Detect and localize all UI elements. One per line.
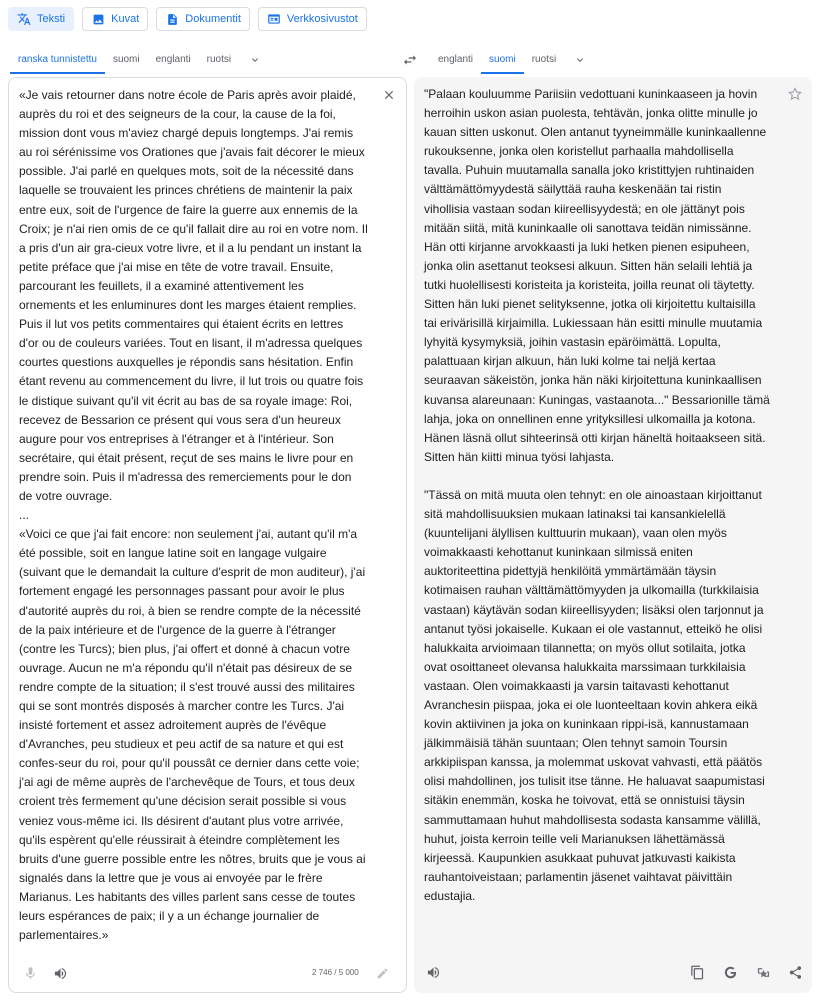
source-text-input[interactable]: «Je vais retourner dans notre école de Paris après avoir plaidé, auprès du roi et des seigneurs de la cour, la cause de la foi, mission dont vous m'aviez chargé depuis longtemps. J'ai remis au roi sérénissime vos Orationes que j'avais fait décorer le mieux possible. J'ai parlé en quelques mots, soit de la nécessité dans laquelle se trouvaient les princes chrétiens de maintenir la paix entre eux, soit de l'urgence de faire la guerre aux ennemis de la Croix; je n'ai rien omis de ce qu'il fallait dire au roi en votre nom. Il a pris d'un air gra-cieux votre livre, et il a lu pendant un instant la petite préface que j'ai mise en tête de votre travail. Ensuite, parcourant les feuillets, il a examiné attentivement les ornements et les enluminures dont les marges étaient remplies. Puis il lut vos petits commentaires qui étaient écrits en lettres d'or ou de couleurs variées. Tout en lisant, il m'adressa quelques courtes questions auxquelles je répondis sans hésitation. Enfin étant revenu au commencement du livre, il lut trois ou quatre fois le distique suivant qu'il vit écrit au bas de sa royale image: Roi, recevez de Bessarion ce présent qui vous sera d'un heureux augure pour vos entreprises à l'étranger et à l'intérieur. Son secrétaire, qui était présent, reçut de ses mains le livre pour en prendre soin. Puis il m'adressa des remerciements pour le don de votre ouvrage. ... «Voici ce que j'ai fait encore: non seulement j'ai, autant qu'il m'a été possible, soit en langue latine soit en langage vulgaire (suivant que le demandait la culture d'esprit de mon auditeur), j'ai fortement engagé les personnages passant pour avoir le plus d'autorité auprès du roi, à bien se rendre compte de la nécessité de la paix intérieure et de l'urgence de la guerre à l'étranger (contre les Turcs); bien plus, j'ai offert et donné à chacun votre ouvrage. Aucun ne m'a répondu qu'il n'était pas désireux de se rendre compte de la situation; il s'est trouvé aussi des militaires qui se sont montrés disposés à marcher contre les Turcs. J'ai insisté fortement et assez adroitement auprès de l'évêque d'Avranches, peu studieux et peu actif de sa nature et qui est confes-seur du roi, pour qu'il poussât ce dernier dans cette voie; j'ai agi de même auprès de l'archevêque de Tours, et tous deux croient très fermement qu'une décision serait possible si vous veniez vous-même ici. Ils désirent d'autant plus votre arrivée, qu'ils espèrent qu'elle réussirait à éteindre complètement les bruits d'une guerre possible entre les nôtres, bruits que je vous ai signalés dans la lettre que je vous ai envoyée par le frère Marianus. Les habitants des villes parlent sans cesse de toutes leurs espérances de paix; il y a un échange journalier de parlementaires.»	[19, 88, 368, 943]
close-icon	[382, 88, 396, 102]
rate-translation-button[interactable]	[754, 963, 772, 981]
google-search-button[interactable]	[721, 963, 739, 981]
source-language-bar	[10, 46, 269, 74]
source-lang-swedish-tab[interactable]: ruotsi	[206, 54, 232, 65]
mode-documents-button[interactable]	[156, 7, 250, 31]
chevron-down-icon	[574, 54, 586, 66]
mode-toolbar	[8, 7, 367, 31]
copy-icon	[690, 965, 705, 980]
document-icon	[165, 12, 179, 26]
feedback-icon	[756, 965, 771, 980]
target-language-bar	[430, 46, 594, 74]
star-icon	[787, 86, 803, 102]
target-lang-more-button[interactable]	[564, 54, 594, 74]
mode-text-button[interactable]	[8, 7, 74, 31]
edit-button[interactable]	[373, 964, 391, 982]
website-icon	[267, 12, 281, 26]
mode-images-label: Kuvat	[111, 13, 140, 25]
translate-icon	[17, 12, 31, 26]
source-lang-more-button[interactable]	[239, 54, 269, 74]
copy-translation-button[interactable]	[688, 963, 706, 981]
listen-source-button[interactable]	[51, 964, 69, 982]
google-g-icon	[723, 965, 738, 980]
source-lang-finnish-tab[interactable]: suomi	[112, 54, 140, 65]
mode-websites-button[interactable]	[258, 7, 367, 31]
pencil-icon	[376, 967, 389, 980]
translation-panel	[414, 77, 812, 993]
source-lang-english-tab[interactable]: englanti	[155, 54, 191, 65]
translation-output: "Palaan kouluumme Pariisiin vedottuani kuninkaaseen ja hovin herroihin uskon asian puolesta, tehtävän, jonka olitte minulle jo kauan sitten uskonut. Olen antanut tyyneimmälle kuninkaallenne rukouksenne, jonka olen koristellut parhaalla mahdollisella tavalla. Puhuin muutamalla sanalla joko kristittyjen ruhtinaiden välttämättömyydestä säilyttää rauha keskenään tai ristin vihollisia vastaan sodan kiireellisyydestä; en ole jättänyt pois mitään siitä, mitä kuninkaalle oli sanottava teidän nimissänne. Hän otti kirjanne arvokkaasti ja luki hetken pienen esipuheen, jonka olin asettanut teoksesi alkuun. Sitten hän selaili lehtiä ja tutki huolellisesti koristeita ja koristeita, joilla reunat oli täytetty. Sitten hän luki pienet selityksenne, jotka oli kirjoitettu kultaisilla tai erivärisillä kirjaimilla. Lukiessaan hän esitti minulle muutamia lyhyitä kysymyksiä, joihin vastasin epäröimättä. Lopulta, palattuaan kirjan alkuun, hän luki kolme tai neljä kertaa seuraavan säkeistön, jonka hän näki kirjoitettuna kuninkaallisen kuvansa alareunaan: Kuningas, vastaanota..." Bessarionille tämä lahja, joka on onnellinen enne yrityksillesi ulkomailla ja kotona. Hänen läsnä ollut sihteerinsä otti kirjan häneltä hoitaakseen sitä. Sitten hän kiitti minua työsi lahjasta. "Tässä on mitä muuta olen tehnyt: en ole ainoastaan kirjoittanut sitä mahdollisuuksien mukaan latinaksi tai kansankielellä (kuuntelijani älyllisen kulttuurin mukaan), vaan olen myös voimakkaasti kehottanut kuninkaan silmissä eniten auktoriteettina pidettyjä henkilöitä ymmärtämään täysin kotimaisen rauhan välttämättömyyden ja ulkomailla (turkkilaisia vastaan) käytävän sodan kiireellisyyden; lisäksi olen tarjonnut ja antanut työsi jokaiselle. Kukaan ei ole vastannut, etteikö he olisi halukkaita arvioimaan tilannetta; on myös ollut sotilaita, jotka ovat osoittaneet olevansa halukkaita marssimaan turkkilaisia vastaan. Olen voimakkaasti ja varsin taitavasti kehottanut Avranchesin piispaa, joka ei ole luonteeltaan kovin ahkera eikä kovin aktiivinen ja joka on kuninkaan rippi-isä, kannustamaan jälkimmäisiä tähän suuntaan; Olen tehnyt samoin Toursin arkkipiispan kanssa, ja molemmat uskovat vahvasti, että päätös olisi mahdollinen, jos tulisit itse tänne. He haluavat saapumistasi sitäkin enemmän, koska he toivovat, että se onnistuisi täysin sammuttamaan huhut mahdollisesta sodasta kansamme välillä, huhut, joista kerroin teille veli Marianuksen lähettämässä kirjeessä. Kaupunkien asukkaat puhuvat jatkuvasti kaikista rauhantoiveistaan; parlamentin jäsenet vaihtavat päivittäin edustajia.	[424, 87, 770, 903]
voice-input-button[interactable]	[21, 964, 39, 982]
listen-translation-button[interactable]	[424, 963, 442, 981]
mode-text-label: Teksti	[37, 13, 66, 25]
speaker-icon	[426, 965, 441, 980]
save-translation-button[interactable]	[787, 86, 803, 102]
microphone-icon	[23, 966, 38, 981]
speaker-icon	[53, 966, 68, 981]
mode-images-button[interactable]	[82, 7, 148, 31]
target-lang-finnish-tab[interactable]: suomi	[481, 54, 524, 74]
target-lang-english-tab[interactable]: englanti	[438, 54, 474, 65]
share-icon	[788, 965, 803, 980]
source-lang-detected-tab[interactable]: ranska tunnistettu	[10, 54, 105, 74]
source-panel	[8, 77, 407, 993]
mode-websites-label: Verkkosivustot	[286, 13, 358, 25]
clear-source-button[interactable]	[382, 88, 396, 102]
character-counter: 2 746 / 5 000	[312, 968, 359, 977]
swap-icon	[402, 52, 420, 68]
mode-documents-label: Dokumentit	[185, 13, 241, 25]
chevron-down-icon	[249, 54, 261, 66]
image-icon	[91, 12, 105, 26]
share-translation-button[interactable]	[786, 963, 804, 981]
target-lang-swedish-tab[interactable]: ruotsi	[531, 54, 557, 65]
swap-languages-button[interactable]	[402, 52, 420, 68]
